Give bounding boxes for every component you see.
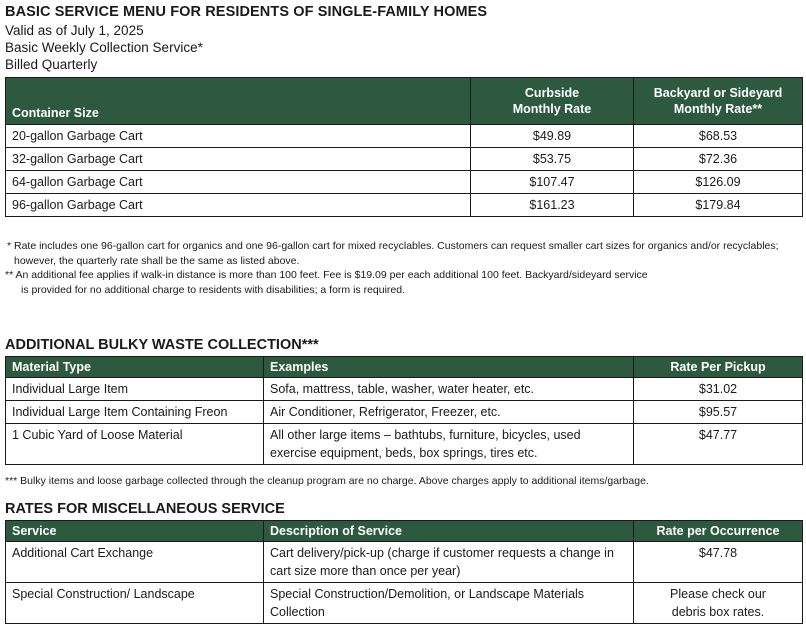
service-name: Additional Cart Exchange <box>6 542 264 583</box>
billing-frequency: Billed Quarterly <box>5 57 98 72</box>
service-description: Special Construction/Demolition, or Landscape Materials Collection <box>264 583 634 624</box>
container-size: 32-gallon Garbage Cart <box>6 148 471 171</box>
table-row <box>6 542 803 583</box>
service-type: Basic Weekly Collection Service* <box>5 40 203 55</box>
table-row <box>6 401 803 424</box>
examples: All other large items – bathtubs, furniture, bicycles, used exercise equipment, beds, box springs, tires etc. <box>264 424 634 465</box>
rate: $47.77 <box>634 424 803 465</box>
column-header-description: Description of Service <box>264 521 634 542</box>
column-header-curbside: Curbside Monthly Rate <box>471 78 634 125</box>
rate-sheet <box>5 4 802 624</box>
footnotes <box>5 239 802 297</box>
misc-section-title: RATES FOR MISCELLANEOUS SERVICE <box>5 501 285 517</box>
backyard-rate: $179.84 <box>634 194 803 217</box>
material-type: Individual Large Item Containing Freon <box>6 401 264 424</box>
examples: Air Conditioner, Refrigerator, Freezer, etc. <box>264 401 634 424</box>
footnote-1-cont: however, the quarterly rate shall be the same as listed above. <box>14 254 300 267</box>
column-header-container-size: Container Size <box>6 78 471 125</box>
basic-service-table <box>5 77 803 217</box>
backyard-rate: $68.53 <box>634 125 803 148</box>
bulky-section-title: ADDITIONAL BULKY WASTE COLLECTION*** <box>5 337 319 353</box>
column-header-rate: Rate Per Pickup <box>634 357 803 378</box>
service-description: Cart delivery/pick-up (charge if customer requests a change in cart size more than once per year) <box>264 542 634 583</box>
valid-date: Valid as of July 1, 2025 <box>5 23 144 38</box>
container-size: 64-gallon Garbage Cart <box>6 171 471 194</box>
curbside-rate: $49.89 <box>471 125 634 148</box>
rate: Please check our debris box rates. <box>634 583 803 624</box>
material-type: 1 Cubic Yard of Loose Material <box>6 424 264 465</box>
container-size: 20-gallon Garbage Cart <box>6 125 471 148</box>
table-row <box>6 583 803 624</box>
column-header-service: Service <box>6 521 264 542</box>
table-row <box>6 424 803 465</box>
curbside-rate: $53.75 <box>471 148 634 171</box>
table-row <box>6 148 803 171</box>
rate: $95.57 <box>634 401 803 424</box>
rate: $47.78 <box>634 542 803 583</box>
column-header-rate: Rate per Occurrence <box>634 521 803 542</box>
backyard-rate: $72.36 <box>634 148 803 171</box>
container-size: 96-gallon Garbage Cart <box>6 194 471 217</box>
footnote-2-cont: is provided for no additional charge to residents with disabilities; a form is required. <box>21 283 406 296</box>
footnote-1: * Rate includes one 96-gallon cart for organics and one 96-gallon cart for mixed recyclables. Customers can request smaller cart sizes for organics and/or recyclables; <box>7 240 779 252</box>
footnote-2: ** An additional fee applies if walk-in distance is more than 100 feet. Fee is $19.09 per each additional 100 feet. Backyard/sideyard service <box>5 269 648 281</box>
table-header-row <box>6 78 803 125</box>
material-type: Individual Large Item <box>6 378 264 401</box>
bulky-footnote: *** Bulky items and loose garbage collected through the cleanup program are no charge. Above charges apply to additional items/garbage. <box>5 475 649 487</box>
backyard-rate: $126.09 <box>634 171 803 194</box>
curbside-rate: $107.47 <box>471 171 634 194</box>
bulky-waste-table <box>5 356 803 465</box>
table-row <box>6 378 803 401</box>
table-row <box>6 194 803 217</box>
column-header-material: Material Type <box>6 357 264 378</box>
misc-service-table <box>5 520 803 624</box>
column-header-examples: Examples <box>264 357 634 378</box>
table-header-row <box>6 521 803 542</box>
table-header-row <box>6 357 803 378</box>
page-title: BASIC SERVICE MENU FOR RESIDENTS OF SINGLE-FAMILY HOMES <box>5 4 488 20</box>
service-name: Special Construction/ Landscape <box>6 583 264 624</box>
examples: Sofa, mattress, table, washer, water heater, etc. <box>264 378 634 401</box>
table-row <box>6 125 803 148</box>
rate: $31.02 <box>634 378 803 401</box>
curbside-rate: $161.23 <box>471 194 634 217</box>
column-header-backyard: Backyard or Sideyard Monthly Rate** <box>634 78 803 125</box>
table-row <box>6 171 803 194</box>
